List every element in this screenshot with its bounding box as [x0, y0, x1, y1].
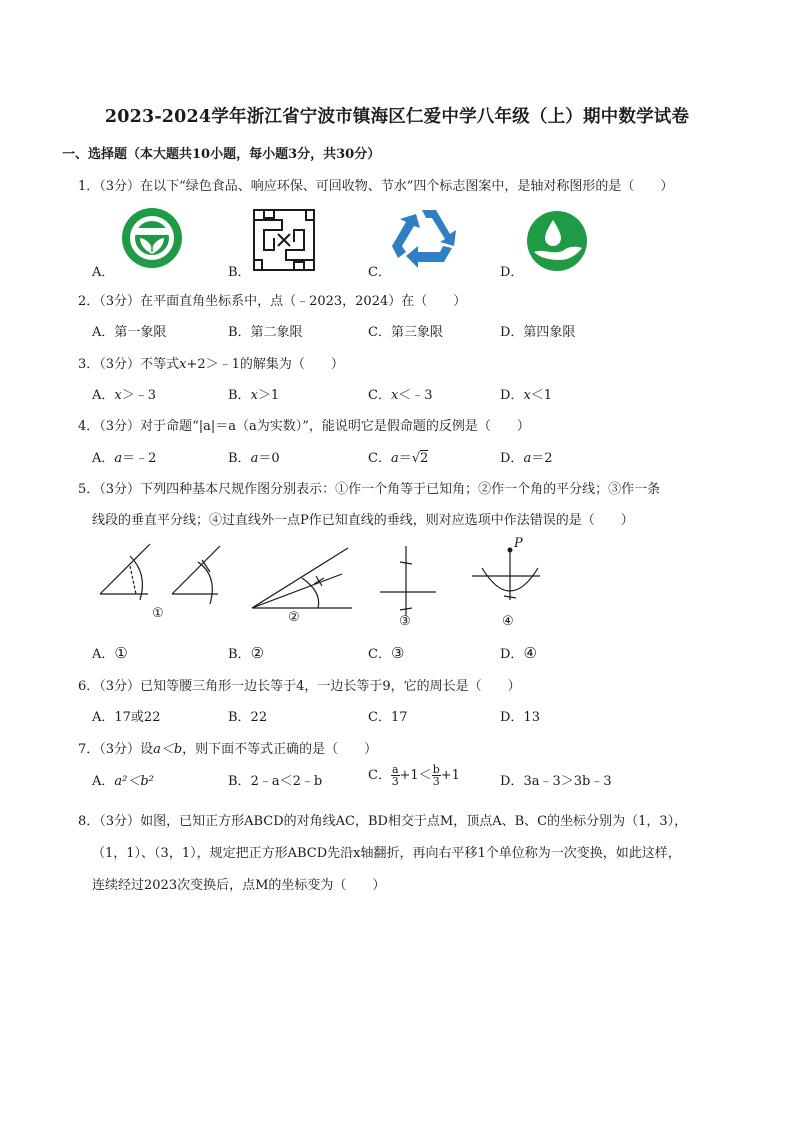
q2-option-b[interactable]: B．第二象限: [228, 325, 303, 340]
q1-option-b[interactable]: B．: [228, 265, 251, 280]
question-3: 3．（3分）不等式x+2＞﹣1的解集为（ ）: [78, 357, 344, 372]
q7-option-a[interactable]: A．a²＜b²: [92, 774, 154, 789]
q2-option-d[interactable]: D．第四象限: [500, 325, 576, 340]
fraction-a-over-3: $\frac{a}{3}$: [391, 763, 399, 788]
question-2: 2．（3分）在平面直角坐标系中，点（﹣2023，2024）在（ ）: [78, 294, 467, 309]
q7-option-d[interactable]: D．3a﹣3＞3b﹣3: [500, 774, 612, 789]
green-food-logo: [120, 206, 184, 270]
q4-option-d[interactable]: D．a＝2: [500, 451, 553, 466]
figure-label-3: ③: [399, 614, 411, 629]
figure-label-4: ④: [502, 614, 514, 629]
q5-option-d[interactable]: D．④: [500, 644, 537, 662]
water-saving-logo: [526, 210, 588, 272]
q7-option-c[interactable]: C． $\frac{a}{3}$ +1＜ $\frac{b}{3}$ +1: [368, 763, 460, 788]
q6-option-d[interactable]: D．13: [500, 710, 540, 725]
question-8-line-1: 8．（3分）如图，已知正方形ABCD的对角线AC，BD相交于点M，顶点A、B、C的坐标分别为（1，3），: [78, 814, 688, 829]
q2-option-a[interactable]: A．第一象限: [92, 325, 167, 340]
q6-option-b[interactable]: B．22: [228, 710, 268, 725]
environmental-logo: [252, 208, 316, 272]
figure-label-2: ②: [288, 610, 300, 625]
q4-option-c[interactable]: C．a＝√2: [368, 451, 429, 466]
q5-option-b[interactable]: B．②: [228, 644, 265, 662]
question-5-line-2: 线段的垂直平分线；④过直线外一点P作已知直线的垂线，则对应选项中作法错误的是（ ）: [92, 513, 634, 528]
section-heading: 一、选择题（本大题共10小题，每小题3分，共30分）: [62, 147, 381, 162]
q3-option-d[interactable]: D．x＜1: [500, 388, 553, 403]
q3-option-c[interactable]: C．x＜﹣3: [368, 388, 433, 403]
page-title: 2023-2024学年浙江省宁波市镇海区仁爱中学八年级（上）期中数学试卷: [104, 107, 690, 127]
question-6: 6．（3分）已知等腰三角形一边长等于4，一边长等于9，它的周长是（ ）: [78, 679, 521, 694]
question-8-line-3: 连续经过2023次变换后，点M的坐标变为（ ）: [92, 878, 386, 893]
point-p-label: P: [514, 536, 523, 551]
figure-label-1: ①: [152, 606, 164, 621]
q7-option-b[interactable]: B．2﹣a＜2﹣b: [228, 774, 323, 789]
q1-option-c[interactable]: C．: [368, 265, 391, 280]
q4-option-b[interactable]: B．a＝0: [228, 451, 280, 466]
q6-option-a[interactable]: A．17或22: [92, 710, 161, 725]
question-4: 4．（3分）对于命题“|a|＝a（a为实数）”，能说明它是假命题的反例是（ ）: [78, 419, 530, 434]
question-8-line-2: （1，1）、（3，1），规定把正方形ABCD先沿x轴翻折，再向右平移1个单位称为一次变换，如此这样，: [92, 846, 681, 861]
q2-option-c[interactable]: C．第三象限: [368, 325, 443, 340]
q6-option-c[interactable]: C．17: [368, 710, 408, 725]
sqrt-symbol: √: [411, 451, 421, 466]
q1-option-d[interactable]: D．: [500, 265, 524, 280]
q3-option-a[interactable]: A．x＞﹣3: [92, 388, 157, 403]
fraction-b-over-3: $\frac{b}{3}$: [432, 763, 440, 788]
recycle-logo: [392, 206, 466, 270]
q4-option-a[interactable]: A．a＝﹣2: [92, 451, 157, 466]
question-1: 1．（3分）在以下“绿色食品、响应环保、可回收物、节水”四个标志图案中，是轴对称图形的是（ ）: [78, 179, 674, 194]
q5-option-a[interactable]: A．①: [92, 644, 128, 662]
q5-option-c[interactable]: C．③: [368, 644, 405, 662]
question-5-line-1: 5．（3分）下列四种基本尺规作图分别表示：①作一个角等于已知角；②作一个角的平分线；③作一条: [78, 482, 661, 497]
construction-figure-1-2: [96, 540, 366, 630]
q1-option-a[interactable]: A．: [92, 265, 115, 280]
q3-option-b[interactable]: B．x＞1: [228, 388, 280, 403]
question-7: 7．（3分）设a＜b，则下面不等式正确的是（ ）: [78, 742, 378, 757]
